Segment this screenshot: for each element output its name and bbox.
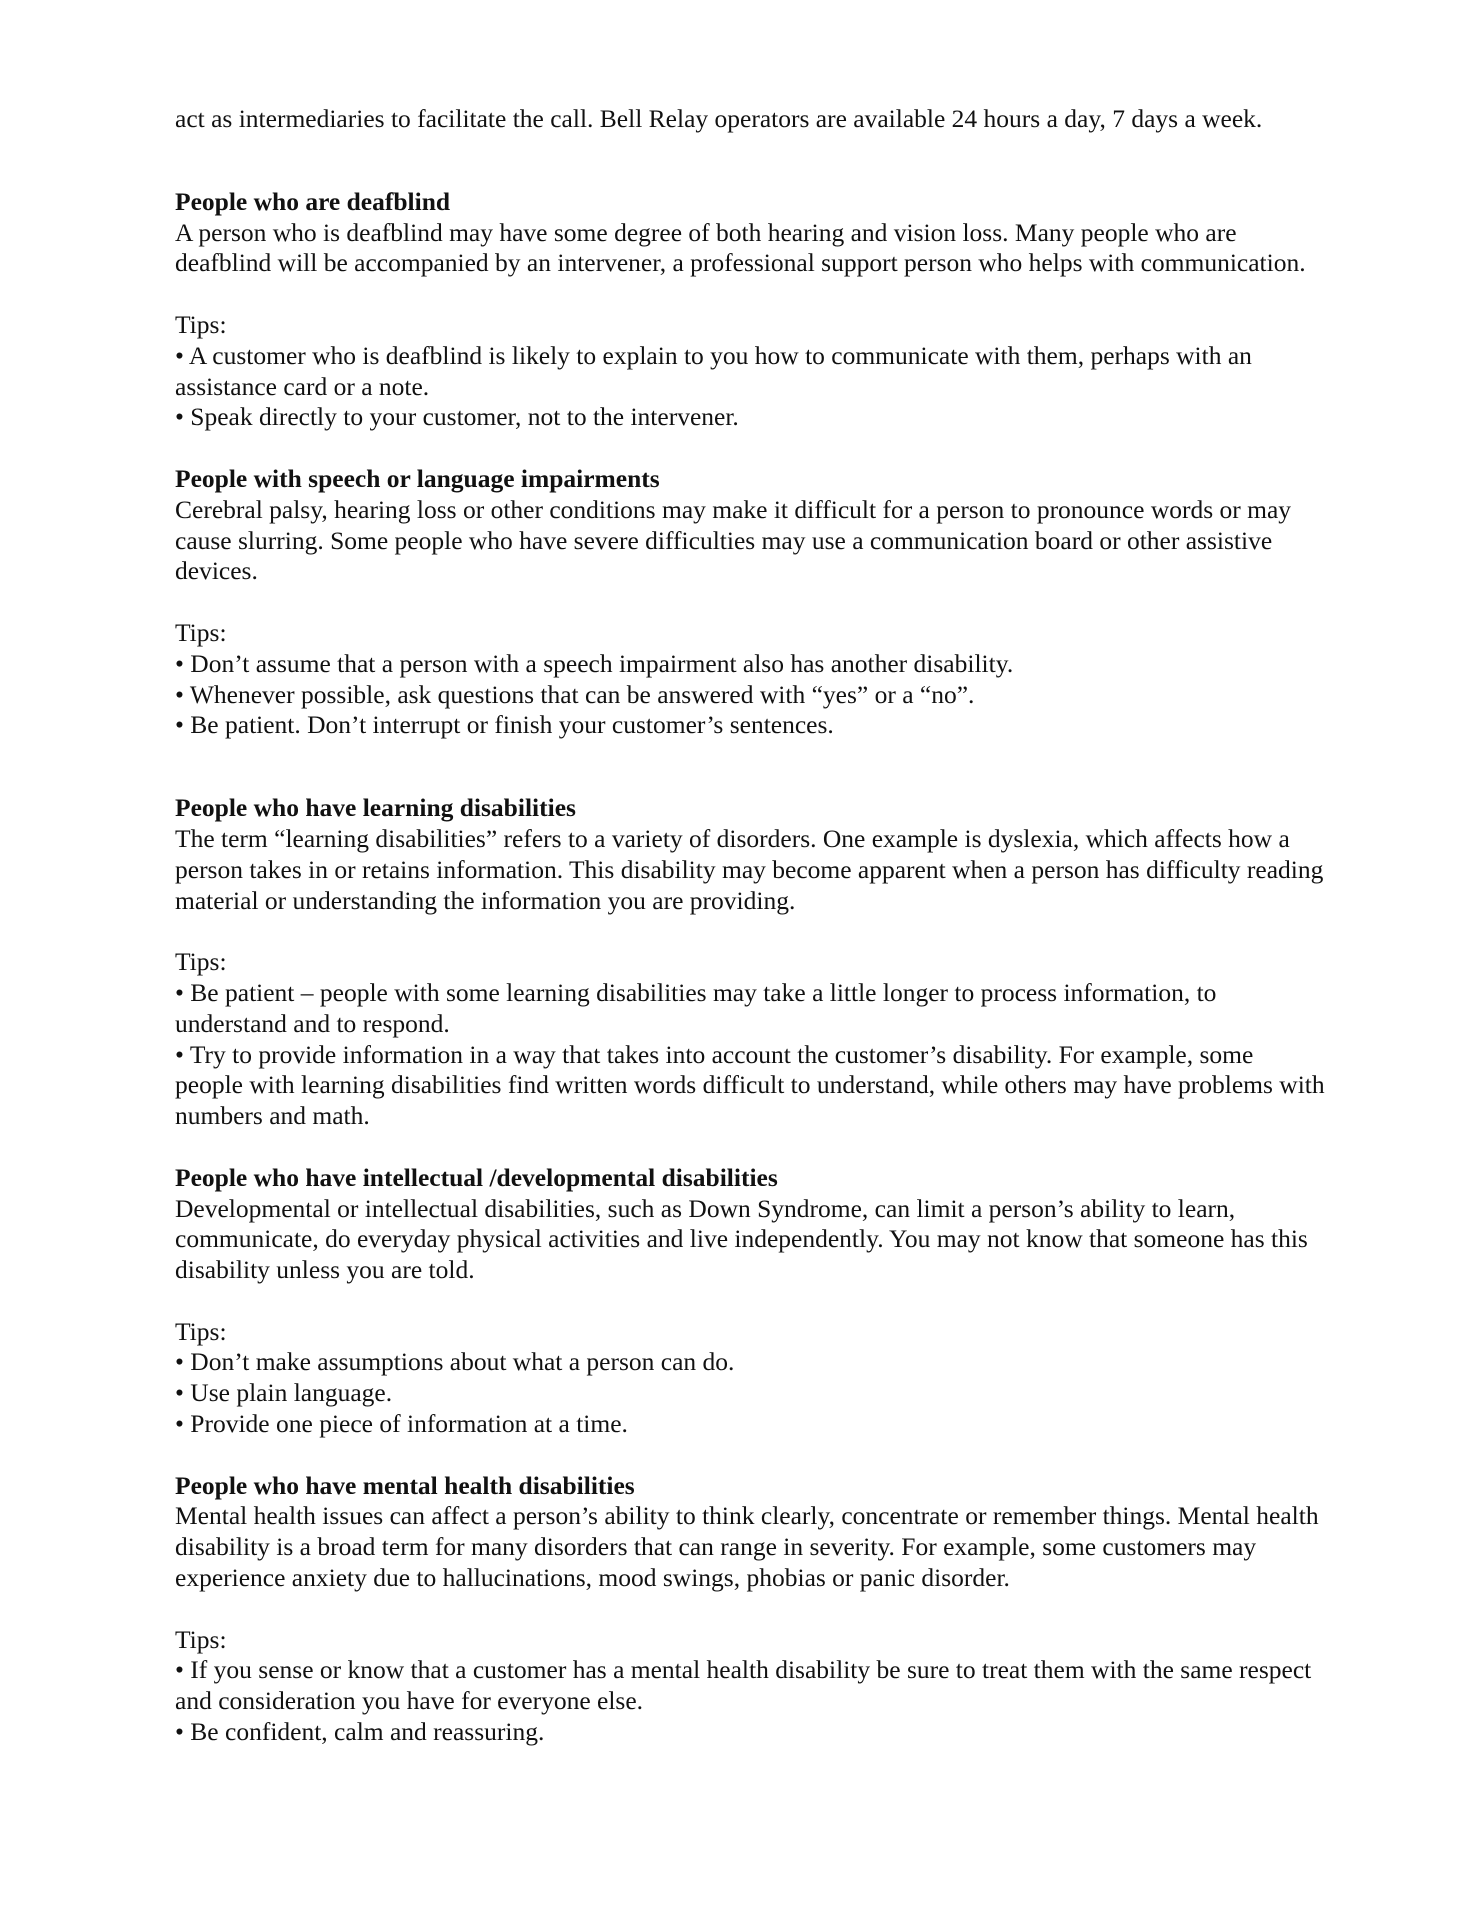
tip-item: • Try to provide information in a way that takes into account the customer’s disability. For example, some people with learning disabilities find written words difficult to understand, while others may have problems with numbers and math. — [175, 1039, 1325, 1131]
section-deafblind — [175, 187, 1325, 433]
spacer — [175, 433, 1325, 464]
tip-item: • Use plain language. — [175, 1378, 393, 1408]
spacer — [175, 135, 1325, 187]
tip-item: • Don’t make assumptions about what a person can do. — [175, 1347, 735, 1377]
section-mental-health — [175, 1471, 1325, 1748]
section-body: Developmental or intellectual disabilities, such as Down Syndrome, can limit a person’s ability to learn, communicate, do everyday physical activities and live independently. You may not know that someone has this disability unless you are told. — [175, 1193, 1308, 1285]
spacer — [175, 1440, 1325, 1471]
tip-item: • Be confident, calm and reassuring. — [175, 1717, 545, 1747]
section-learning-disabilities — [175, 793, 1325, 1132]
spacer — [175, 1132, 1325, 1163]
tip-item: • Be patient – people with some learning disabilities may take a little longer to process information, to understand and to respond. — [175, 977, 1217, 1038]
tip-item: • Be patient. Don’t interrupt or finish your customer’s sentences. — [175, 710, 834, 740]
spacer — [175, 279, 1325, 310]
section-intellectual-developmental — [175, 1163, 1325, 1440]
tips-label: Tips: — [175, 1316, 227, 1346]
spacer — [175, 741, 1325, 793]
section-heading: People with speech or language impairments — [175, 463, 660, 493]
spacer — [175, 916, 1325, 947]
spacer — [175, 1286, 1325, 1317]
section-body: A person who is deafblind may have some degree of both hearing and vision loss. Many people who are deafblind will be accompanied by an intervener, a professional support person who helps with communication. — [175, 217, 1306, 278]
tips-label: Tips: — [175, 1624, 227, 1654]
intro-paragraph: act as intermediaries to facilitate the call. Bell Relay operators are available 24 hours a day, 7 days a week. — [175, 104, 1263, 133]
section-heading: People who have mental health disabilities — [175, 1470, 635, 1500]
section-speech-language — [175, 464, 1325, 741]
document-page — [175, 104, 1325, 1748]
tip-item: • Don’t assume that a person with a speech impairment also has another disability. — [175, 648, 1014, 678]
spacer — [175, 1594, 1325, 1625]
tips-label: Tips: — [175, 947, 227, 977]
tips-label: Tips: — [175, 309, 227, 339]
section-heading: People who have learning disabilities — [175, 793, 576, 823]
section-body: The term “learning disabilities” refers to a variety of disorders. One example is dyslexia, which affects how a person takes in or retains information. This disability may become apparent when a person has difficulty reading material or understanding the information you are providing. — [175, 823, 1324, 915]
section-body: Mental health issues can affect a person’s ability to think clearly, concentrate or remember things. Mental health disability is a broad term for many disorders that can range in severity. For example, some customers may experience anxiety due to hallucinations, mood swings, phobias or panic disorder. — [175, 1501, 1319, 1593]
section-body: Cerebral palsy, hearing loss or other conditions may make it difficult for a person to pronounce words or may cause slurring. Some people who have severe difficulties may use a communication board or other assistive devices. — [175, 494, 1292, 586]
spacer — [175, 587, 1325, 618]
tip-item: • Speak directly to your customer, not to the intervener. — [175, 402, 739, 432]
tip-item: • Provide one piece of information at a time. — [175, 1409, 628, 1439]
tip-item: • A customer who is deafblind is likely to explain to you how to communicate with them, perhaps with an assistance card or a note. — [175, 340, 1252, 401]
section-heading: People who have intellectual /developmental disabilities — [175, 1162, 778, 1192]
tips-label: Tips: — [175, 617, 227, 647]
tip-item: • Whenever possible, ask questions that can be answered with “yes” or a “no”. — [175, 679, 975, 709]
section-heading: People who are deafblind — [175, 186, 451, 216]
tip-item: • If you sense or know that a customer has a mental health disability be sure to treat them with the same respect and consideration you have for everyone else. — [175, 1655, 1312, 1716]
